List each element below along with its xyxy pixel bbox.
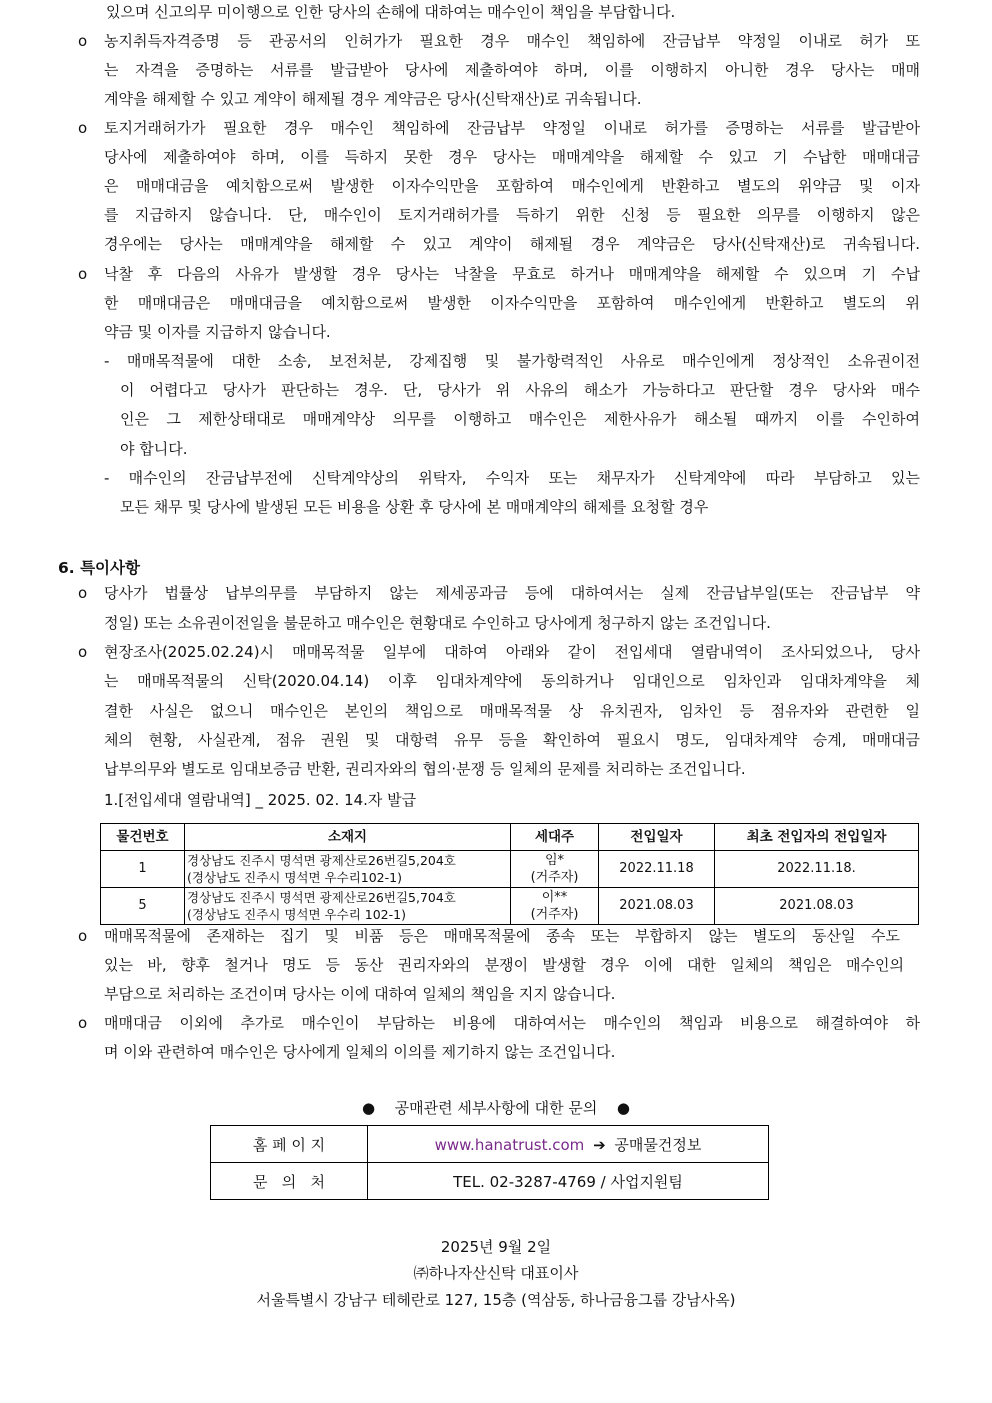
text-line: 결한 사실은 없으니 매수인은 본인의 책임으로 매매목적물 상 유치권자, 임차인 등 점유자와 관련한 일 xyxy=(104,702,920,720)
move-in-date-cell: 2022.11.18 xyxy=(599,851,715,888)
address-line: (경상남도 진주시 명석면 우수리 102-1) xyxy=(187,907,406,922)
text-line: 부담으로 처리하는 조건이며 당사는 이에 대하여 일체의 책임을 지지 않습니다. xyxy=(104,985,616,1003)
householder-name: 임* xyxy=(544,853,565,868)
company-name: ㈜하나자산신탁 대표이사 xyxy=(413,1264,579,1282)
text-line: 현장조사(2025.02.24)시 매매목적물 일부에 대하여 아래와 같이 전입세대 열람내역이 조사되었으나, 당사 xyxy=(104,643,920,661)
address-cell xyxy=(185,851,511,888)
item-number-cell: 1 xyxy=(101,851,185,888)
text-line: 당사가 법률상 납부의무를 부담하지 않는 제세공과금 등에 대하여서는 실제 잔금납부일(또는 잔금납부 약 xyxy=(104,584,920,602)
resident-table xyxy=(100,823,919,925)
table-header-row xyxy=(101,824,919,851)
text-line: 낙찰 후 다음의 사유가 발생할 경우 당사는 낙찰을 무효로 하거나 매매계약을 해제할 수 있으며 기 수납 xyxy=(104,265,920,283)
address-line: 경상남도 진주시 명석면 광제산로26번길5,204호 xyxy=(187,853,456,868)
header-cell: 물건번호 xyxy=(101,824,185,851)
bullet-marker: o xyxy=(78,1014,88,1032)
text-line: 계약을 해제할 수 있고 계약이 해제될 경우 계약금은 당사(신탁재산)로 귀속됩니다. xyxy=(104,90,642,108)
address-line: (경상남도 진주시 명석면 우수리102-1) xyxy=(187,870,402,885)
inquiry-table xyxy=(210,1125,769,1200)
text-line: 인은 그 제한상태대로 매매계약상 의무를 이행하고 매수인은 제한사유가 해소될 때까지 이를 수인하여 xyxy=(120,410,920,428)
table-row xyxy=(101,851,919,888)
text-line: 있으며 신고의무 미이행으로 인한 당사의 손해에 대하여는 매수인이 책임을 부담합니다. xyxy=(106,3,676,21)
item-number-cell: 5 xyxy=(101,888,185,925)
homepage-cell xyxy=(368,1126,769,1163)
text-line: 를 지급하지 않습니다. 단, 매수인이 토지거래허가를 득하기 위한 신청 등 필요한 의무를 이행하지 않은 xyxy=(104,206,920,224)
header-cell: 세대주 xyxy=(511,824,599,851)
text-line: 는 자격을 증명하는 서류를 발급받아 당사에 제출하여야 하며, 이를 이행하지 아니한 경우 당사는 매매 xyxy=(104,61,920,79)
bullet-marker: o xyxy=(78,32,88,50)
text-line: 있는 바, 향후 철거나 명도 등 동산 권리자와의 분쟁이 발생할 경우 이에 대한 일체의 책임은 매수인의 xyxy=(104,956,904,974)
section-heading: 6. 특이사항 xyxy=(58,559,140,577)
householder-name: 이** xyxy=(541,890,568,905)
text-line: 은 매매대금을 예치함으로써 발생한 이자수익만을 포함하여 매수인에게 반환하고 별도의 위약금 및 이자 xyxy=(104,177,920,195)
text-line: 는 매매목적물의 신탁(2020.04.14) 이후 임대차계약에 동의하거나 임대인으로 임차인과 임대차계약을 체 xyxy=(104,672,920,690)
table-row xyxy=(101,888,919,925)
homepage-link[interactable]: www.hanatrust.com xyxy=(434,1135,585,1154)
householder-cell xyxy=(511,888,599,925)
text-line: 정일) 또는 소유권이전일을 불문하고 매수인은 현황대로 수인하고 당사에게 청구하지 않는 조건입니다. xyxy=(104,614,771,632)
text-line: 며 이와 관련하여 매수인은 당사에게 일체의 이의를 제기하지 않는 조건입니다. xyxy=(104,1043,616,1061)
contact-value: TEL. 02-3287-4769 / 사업지원팀 xyxy=(368,1163,769,1200)
text-line: - 매수인의 잔금납부전에 신탁계약상의 위탁자, 수익자 또는 채무자가 신탁계약에 따라 부담하고 있는 xyxy=(104,469,920,487)
address-line: 경상남도 진주시 명석면 광제산로26번길5,704호 xyxy=(187,890,456,905)
move-in-date-cell: 2021.08.03 xyxy=(599,888,715,925)
homepage-destination: 공매물건정보 xyxy=(614,1135,702,1154)
company-address: 서울특별시 강남구 테헤란로 127, 15층 (역삼동, 하나금융그룹 강남사옥) xyxy=(256,1291,736,1309)
text-line: 납부의무와 별도로 임대보증금 반환, 권리자와의 협의·분쟁 등 일체의 문제를 처리하는 조건입니다. xyxy=(104,760,746,778)
bullet-marker: o xyxy=(78,584,88,602)
inquiry-row xyxy=(211,1126,769,1163)
inquiry-row xyxy=(211,1163,769,1200)
text-line: 토지거래허가가 필요한 경우 매수인 책임하에 잔금납부 약정일 이내로 허가를 증명하는 서류를 발급받아 xyxy=(104,119,920,137)
text-line: 매매대금 이외에 추가로 매수인이 부담하는 비용에 대하여서는 매수인의 책임과 비용으로 해결하여야 하 xyxy=(104,1014,920,1032)
bullet-marker: o xyxy=(78,265,88,283)
header-cell: 소재지 xyxy=(185,824,511,851)
issue-date: 2025년 9월 2일 xyxy=(440,1238,552,1256)
householder-type: (거주자) xyxy=(530,870,579,885)
header-cell: 전입일자 xyxy=(599,824,715,851)
bullet-marker: o xyxy=(78,927,88,945)
address-cell xyxy=(185,888,511,925)
text-line: 농지취득자격증명 등 관공서의 인허가가 필요한 경우 매수인 책임하에 잔금납부 약정일 이내로 허가 또 xyxy=(104,32,920,50)
text-line: - 매매목적물에 대한 소송, 보전처분, 강제집행 및 불가항력적인 사유로 매수인에게 정상적인 소유권이전 xyxy=(104,352,920,370)
text-line: 약금 및 이자를 지급하지 않습니다. xyxy=(104,323,331,341)
bullet-dot-icon: ● xyxy=(362,1099,376,1117)
bullet-marker: o xyxy=(78,119,88,137)
text-line: 한 매매대금은 매매대금을 예치함으로써 발생한 이자수익만을 포함하여 매수인에게 반환하고 별도의 위 xyxy=(104,294,920,312)
text-line: 모든 채무 및 당사에 발생된 모든 비용을 상환 후 당사에 본 매매계약의 해제를 요청할 경우 xyxy=(120,498,709,516)
first-move-in-date-cell: 2022.11.18. xyxy=(715,851,919,888)
homepage-label: 홈 페 이 지 xyxy=(211,1126,368,1163)
inquiry-title: 공매관련 세부사항에 대한 문의 xyxy=(394,1099,598,1117)
inquiry-heading xyxy=(0,1097,992,1118)
header-cell: 최초 전입자의 전입일자 xyxy=(715,824,919,851)
text-line: 당사에 제출하여야 하며, 이를 득하지 못한 경우 당사는 매매계약을 해제할 수 있고 기 수납한 매매대금 xyxy=(104,148,920,166)
bullet-dot-icon: ● xyxy=(616,1099,630,1117)
bullet-marker: o xyxy=(78,643,88,661)
text-line: 야 합니다. xyxy=(120,440,188,458)
text-line: 이 어렵다고 당사가 판단하는 경우. 단, 당사가 위 사유의 해소가 가능하다고 판단할 경우 당사와 매수 xyxy=(120,381,920,399)
table-caption: 1.[전입세대 열람내역] _ 2025. 02. 14.자 발급 xyxy=(104,791,417,809)
text-line: 체의 현황, 사실관계, 점유 권원 및 대항력 유무 등을 확인하여 필요시 명도, 임대차계약 승계, 매매대금 xyxy=(104,731,920,749)
householder-cell xyxy=(511,851,599,888)
arrow-right-icon: ➔ xyxy=(593,1135,606,1154)
text-line: 매매목적물에 존재하는 집기 및 비품 등은 매매목적물에 종속 또는 부합하지 않는 별도의 동산일 수도 xyxy=(104,927,900,945)
householder-type: (거주자) xyxy=(530,907,579,922)
first-move-in-date-cell: 2021.08.03 xyxy=(715,888,919,925)
text-line: 경우에는 당사는 매매계약을 해제할 수 있고 계약이 해제될 경우 계약금은 당사(신탁재산)로 귀속됩니다. xyxy=(104,235,920,253)
contact-label: 문 의 처 xyxy=(211,1163,368,1200)
